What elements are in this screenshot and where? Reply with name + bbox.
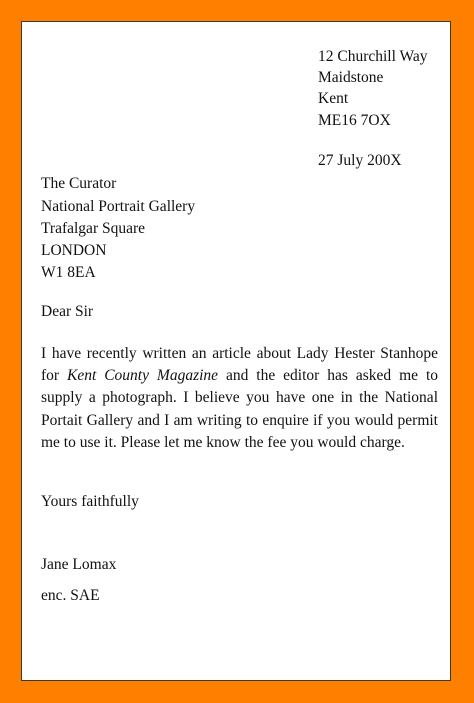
recipient-address-line: The Curator xyxy=(41,175,117,192)
body-text-end: and the editor has asked me to supply a photograph. I believe you have one in the National Portait Gallery and I am writing to enquire if you would permit me to use it. Please let me know the fee you would charge. xyxy=(41,367,438,451)
salutation: Dear Sir xyxy=(41,303,94,320)
sender-address-line: Maidstone xyxy=(318,69,384,86)
recipient-address-line: LONDON xyxy=(41,242,107,259)
recipient-address-line: W1 8EA xyxy=(41,264,96,281)
body-text-start: I have recently written an article about Lady Hester Stanhope for xyxy=(41,345,438,385)
sender-address-line: 12 Churchill Way xyxy=(318,48,428,65)
closing: Yours faithfully xyxy=(41,493,139,510)
recipient-address-line: National Portrait Gallery xyxy=(41,198,196,215)
signature-name: Jane Lomax xyxy=(41,556,117,573)
sender-address-line: Kent xyxy=(318,90,349,107)
enclosure-note: enc. SAE xyxy=(41,587,100,604)
sender-address-line: ME16 7OX xyxy=(318,112,391,129)
letter-page xyxy=(21,21,451,681)
recipient-address-line: Trafalgar Square xyxy=(41,220,146,237)
letter-body xyxy=(41,343,438,454)
magazine-title: Kent County Magazine xyxy=(67,367,219,385)
letter-date: 27 July 200X xyxy=(318,152,402,169)
